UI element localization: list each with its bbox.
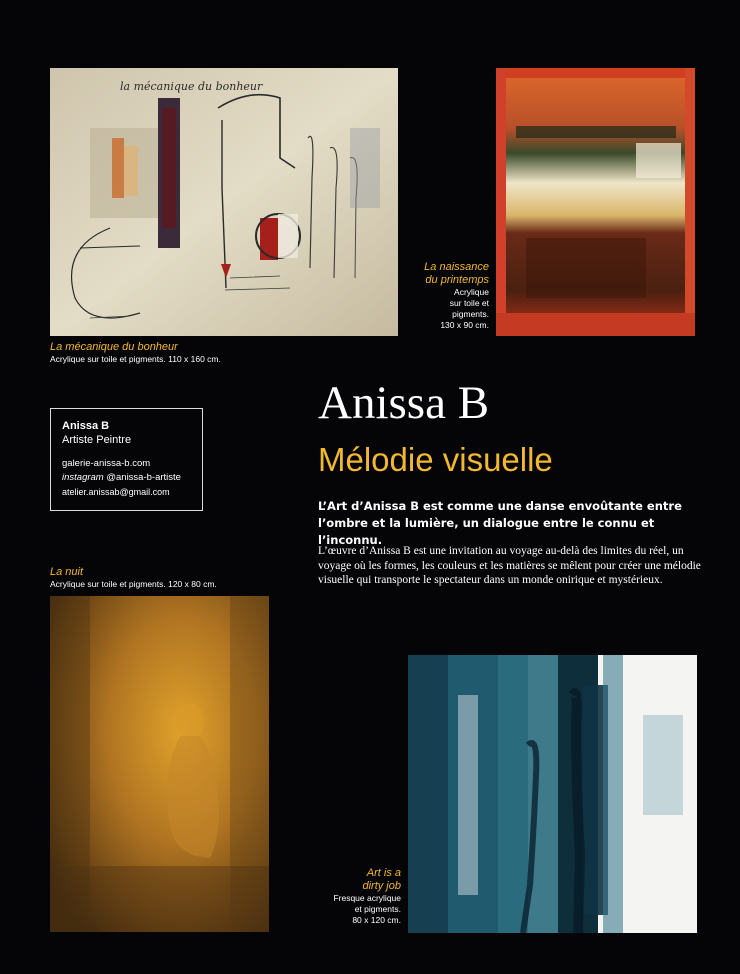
artwork-description-line: 80 x 120 cm. bbox=[352, 915, 401, 925]
artwork-title-line: La naissance bbox=[424, 261, 489, 273]
artwork-title: La mécanique du bonheur bbox=[50, 341, 178, 353]
artwork-description: Acrylique sur toile et pigments. 110 x 160 cm. bbox=[50, 354, 221, 364]
painting-la-naissance-du-printemps bbox=[496, 68, 695, 336]
artist-role: Artiste Peintre bbox=[62, 434, 132, 446]
artwork-description-line: Fresque acrylique bbox=[333, 893, 401, 903]
instagram-handle-link[interactable]: @anissa-b-artiste bbox=[106, 472, 181, 483]
website-link[interactable]: galerie-anissa-b.com bbox=[62, 458, 151, 469]
intro-lead: L’Art d’Anissa B est comme une danse envoûtante entre l’ombre et la lumière, un dialogue entre le connu et l’inconnu. bbox=[318, 499, 682, 547]
painting-la-nuit bbox=[50, 596, 269, 932]
instagram-line bbox=[62, 471, 191, 485]
artwork-caption-1 bbox=[50, 341, 221, 365]
artwork-description: Acrylique sur toile et pigments. 120 x 80 cm. bbox=[50, 579, 217, 589]
email-link[interactable]: atelier.anissab@gmail.com bbox=[62, 487, 170, 497]
artwork-caption-4 bbox=[300, 867, 401, 926]
artist-info-box bbox=[50, 408, 203, 511]
artwork-caption-3 bbox=[50, 566, 217, 590]
artwork-description-line: pigments. bbox=[452, 309, 489, 319]
svg-text:la mécanique du bonheur: la mécanique du bonheur bbox=[120, 80, 263, 93]
artist-name: Anissa B bbox=[62, 420, 110, 432]
instagram-label: instagram bbox=[62, 472, 104, 483]
artwork-description-line: Acrylique bbox=[454, 287, 489, 297]
painting-la-mecanique-du-bonheur bbox=[50, 68, 398, 336]
page-title: Anissa B bbox=[318, 377, 490, 429]
artwork-title: La nuit bbox=[50, 566, 84, 578]
artwork-title-line: Art is a bbox=[366, 867, 401, 879]
artwork-description-line: 130 x 90 cm. bbox=[440, 320, 489, 330]
artwork-title-line: du printemps bbox=[425, 274, 489, 286]
artwork-description-line: sur toile et bbox=[449, 298, 489, 308]
page-subtitle: Mélodie visuelle bbox=[318, 441, 553, 478]
intro-body: L’œuvre d’Anissa B est une invitation au voyage au-delà des limites du réel, un voyage où les formes, les couleurs et les matières se mêlent pour créer une mélodie visuelle qui transporte le spectateur dans un monde onirique et mystérieux. bbox=[318, 545, 701, 586]
artwork-caption-2 bbox=[400, 261, 489, 331]
artwork-title-line: dirty job bbox=[362, 880, 401, 892]
painting-art-is-a-dirty-job bbox=[408, 655, 697, 933]
artwork-description-line: et pigments. bbox=[354, 904, 401, 914]
